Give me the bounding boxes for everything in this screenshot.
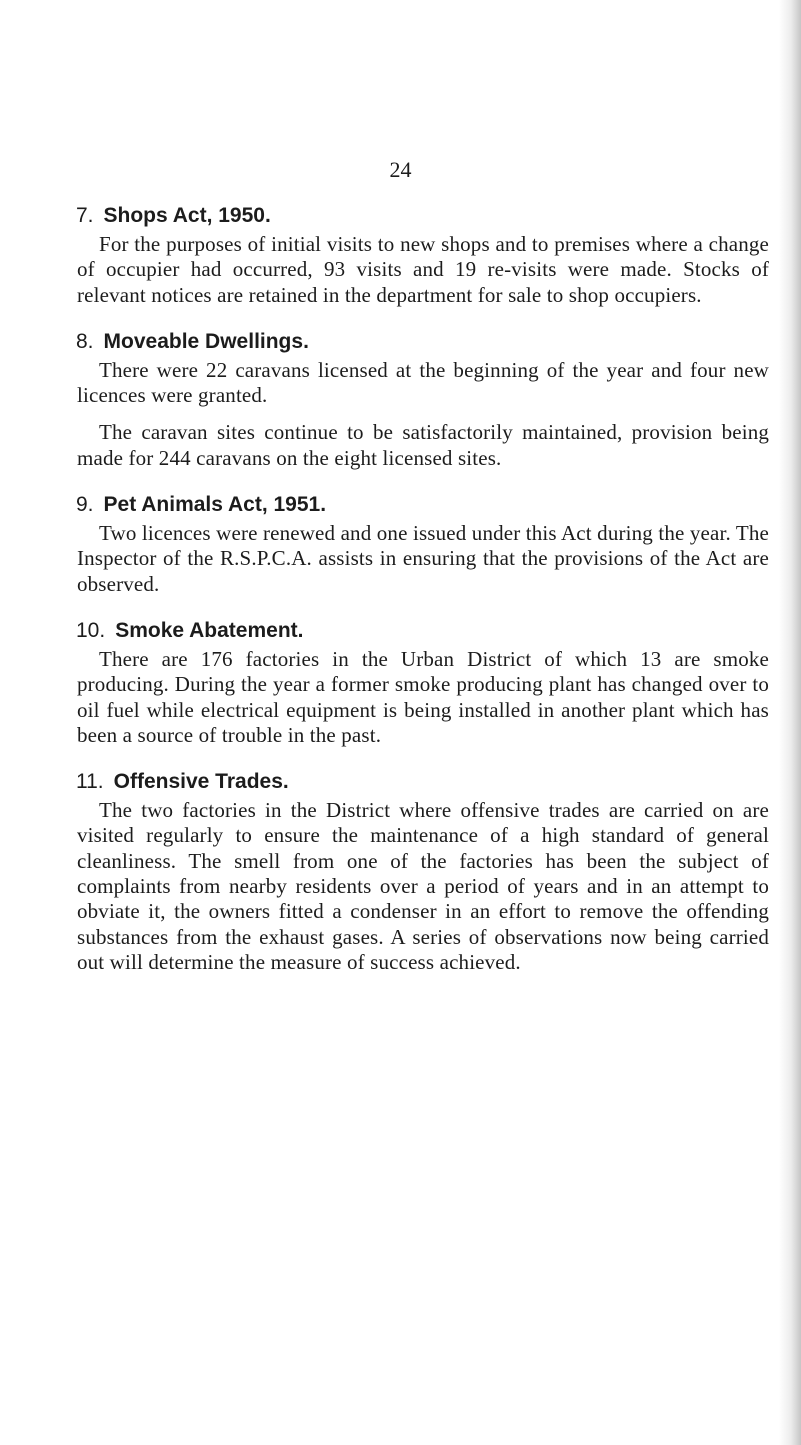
section-paragraph: For the purposes of initial visits to new shops and to premises where a change of occupier had occurred, 93 visits and 19 re-visits were made. Stocks of relevant notices are retained in the department for sale to shop occupiers. (77, 232, 769, 307)
section-paragraph: There are 176 factories in the Urban District of which 13 are smoke producing. During the year a former smoke producing plant has changed over to oil fuel while electrical equipment is being installed in another plant which has been a source of trouble in the past. (77, 646, 769, 747)
section-heading (76, 202, 769, 230)
section-title: Pet Animals Act, 1951. (103, 493, 327, 517)
section-heading (76, 491, 769, 519)
section-paragraph: Two licences were renewed and one issued under this Act during the year. The Inspector of the R.S.P.C.A. assists in ensuring that the provisions of the Act are observed. (77, 521, 769, 596)
section-paragraph: The two factories in the District where offensive trades are carried on are visited regularly to ensure the maintenance of a high standard of general cleanliness. The smell from one of the factories has been the subject of complaints from nearby residents over a period of years and in an attempt to obviate it, the owners fitted a condenser in an effort to remove the offending substances from the exhaust gases. A series of observations now being carried out will determine the measure of success achieved. (77, 798, 769, 974)
page-number: 24 (389, 157, 412, 182)
section-heading (76, 617, 769, 645)
section-number: 8. (76, 329, 94, 353)
section-heading (76, 328, 769, 356)
section-offensive-trades (77, 768, 769, 975)
section-moveable-dwellings (77, 328, 769, 471)
section-number: 7. (76, 204, 94, 227)
section-title: Shops Act, 1950. (103, 204, 271, 227)
section-smoke-abatement (77, 617, 769, 748)
section-number: 10. (76, 618, 106, 642)
section-title: Moveable Dwellings. (103, 329, 309, 353)
section-shops-act (77, 202, 769, 308)
page-edge-shadow (779, 0, 801, 1445)
section-paragraph: There were 22 caravans licensed at the beginning of the year and four new licences were granted. (77, 357, 769, 408)
section-paragraph: The caravan sites continue to be satisfactorily maintained, provision being made for 244 caravans on the eight licensed sites. (77, 420, 769, 470)
section-title: Smoke Abatement. (115, 618, 304, 642)
section-number: 11. (76, 770, 104, 794)
section-pet-animals-act (77, 491, 769, 597)
section-number: 9. (76, 493, 94, 517)
section-heading (76, 768, 769, 796)
document-body (77, 202, 769, 995)
section-title: Offensive Trades. (113, 770, 289, 794)
